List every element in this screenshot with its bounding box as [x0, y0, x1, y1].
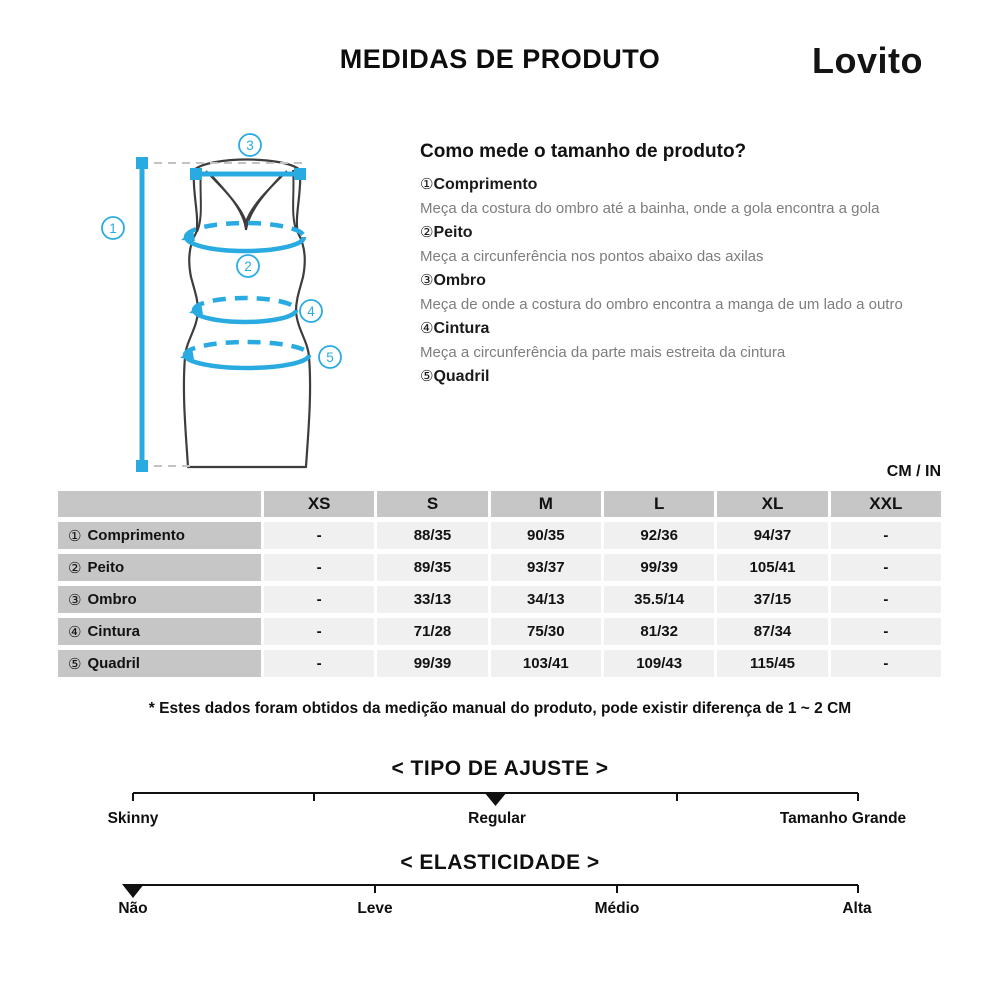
- shoulder-endpoint-left: [190, 168, 202, 180]
- size-value: 105/41: [717, 554, 827, 581]
- stretch-slider-scale: [0, 877, 1000, 902]
- size-value: 88/35: [377, 522, 487, 549]
- instruction-item: [420, 220, 940, 268]
- size-value: 33/13: [377, 586, 487, 613]
- instruction-item: [420, 268, 940, 316]
- size-value: -: [264, 650, 374, 677]
- column-header-s: S: [377, 491, 487, 517]
- size-value: -: [831, 554, 941, 581]
- size-table: [58, 491, 941, 677]
- size-value: 109/43: [604, 650, 714, 677]
- size-value: 35.5/14: [604, 586, 714, 613]
- instructions-heading: Como mede o tamanho de produto?: [420, 141, 747, 162]
- item-description: Meça a circunferência da parte mais estreita da cintura: [420, 344, 786, 361]
- diagram-badge-4: [300, 300, 322, 322]
- size-value: 94/37: [717, 522, 827, 549]
- item-number: ③: [420, 271, 434, 289]
- svg-text:3: 3: [246, 138, 254, 153]
- size-value: -: [264, 554, 374, 581]
- dress-measurement-diagram: [60, 130, 400, 480]
- size-value: 75/30: [491, 618, 601, 645]
- row-label: [58, 618, 261, 645]
- row-label: [58, 586, 261, 613]
- item-number: ④: [420, 319, 434, 337]
- row-label: [58, 554, 261, 581]
- fit-slider-scale: [0, 785, 1000, 810]
- size-value: -: [264, 586, 374, 613]
- brand-logo: Lovito: [812, 40, 923, 81]
- fit-slider-marker: [484, 792, 507, 806]
- size-value: 89/35: [377, 554, 487, 581]
- row-number: ③: [68, 590, 82, 609]
- size-value: 90/35: [491, 522, 601, 549]
- instruction-item: [420, 316, 940, 364]
- row-number: ④: [68, 622, 82, 641]
- row-number: ⑤: [68, 654, 82, 673]
- diagram-badge-1: [102, 217, 124, 239]
- measurement-footnote: * Estes dados foram obtidos da medição manual do produto, pode existir diferença de 1 ~ 2 CM: [148, 700, 852, 717]
- stretch-label-leve: Leve: [357, 900, 393, 917]
- page-title: MEDIDAS DE PRODUTO: [339, 44, 661, 74]
- item-title: Cintura: [433, 320, 490, 337]
- stretch-slider-heading: < ELASTICIDADE >: [400, 851, 600, 874]
- row-name: Ombro: [87, 591, 137, 608]
- row-name: Comprimento: [87, 527, 185, 544]
- unit-label: CM / IN: [886, 463, 941, 480]
- size-value: 87/34: [717, 618, 827, 645]
- size-value: -: [831, 522, 941, 549]
- size-value: 99/39: [377, 650, 487, 677]
- shoulder-endpoint-right: [294, 168, 306, 180]
- item-description: Meça de onde a costura do ombro encontra a manga de um lado a outro: [420, 296, 903, 313]
- item-title: Comprimento: [433, 176, 538, 193]
- size-value: 99/39: [604, 554, 714, 581]
- fit-slider-heading: < TIPO DE AJUSTE >: [391, 757, 609, 780]
- instruction-item: [420, 364, 940, 389]
- diagram-badge-5: [319, 346, 341, 368]
- item-title: Quadril: [433, 368, 490, 385]
- item-description: Meça a circunferência nos pontos abaixo das axilas: [420, 248, 764, 265]
- fit-label-regular: Regular: [468, 810, 526, 827]
- size-value: 93/37: [491, 554, 601, 581]
- row-name: Quadril: [87, 655, 140, 672]
- size-value: 71/28: [377, 618, 487, 645]
- item-title: Peito: [433, 224, 473, 241]
- size-value: 81/32: [604, 618, 714, 645]
- row-label: [58, 522, 261, 549]
- stretch-label-alta: Alta: [842, 900, 872, 917]
- measurement-instructions: [420, 140, 940, 389]
- size-value: -: [831, 618, 941, 645]
- size-value: 37/15: [717, 586, 827, 613]
- svg-text:4: 4: [307, 304, 315, 319]
- length-endpoint-top: [136, 157, 148, 169]
- stretch-label-medio: Médio: [594, 900, 640, 917]
- column-header-l: L: [604, 491, 714, 517]
- stretch-label-nao: Não: [118, 900, 148, 917]
- svg-text:5: 5: [326, 350, 334, 365]
- size-value: 103/41: [491, 650, 601, 677]
- row-name: Peito: [87, 559, 125, 576]
- size-value: -: [264, 522, 374, 549]
- column-header-xl: XL: [717, 491, 827, 517]
- fit-label-tamanho-grande: Tamanho Grande: [779, 810, 907, 827]
- item-number: ①: [420, 175, 434, 193]
- item-number: ⑤: [420, 367, 434, 385]
- diagram-badge-2: [237, 255, 259, 277]
- row-number: ②: [68, 558, 82, 577]
- column-header-xs: XS: [264, 491, 374, 517]
- stretch-slider-marker: [122, 884, 144, 898]
- row-name: Cintura: [87, 623, 140, 640]
- item-description: Meça da costura do ombro até a bainha, onde a gola encontra a gola: [420, 200, 880, 217]
- size-value: -: [264, 618, 374, 645]
- size-value: 34/13: [491, 586, 601, 613]
- size-value: -: [831, 586, 941, 613]
- svg-text:2: 2: [244, 259, 252, 274]
- size-value: 115/45: [717, 650, 827, 677]
- instruction-item: [420, 172, 940, 220]
- size-value: -: [831, 650, 941, 677]
- table-corner-cell: [58, 491, 261, 517]
- column-header-m: M: [491, 491, 601, 517]
- item-title: Ombro: [433, 272, 486, 289]
- size-value: 92/36: [604, 522, 714, 549]
- item-number: ②: [420, 223, 434, 241]
- row-number: ①: [68, 526, 82, 545]
- row-label: [58, 650, 261, 677]
- diagram-badge-3: [239, 134, 261, 156]
- column-header-xxl: XXL: [831, 491, 941, 517]
- svg-text:1: 1: [109, 221, 117, 236]
- fit-label-skinny: Skinny: [107, 810, 159, 827]
